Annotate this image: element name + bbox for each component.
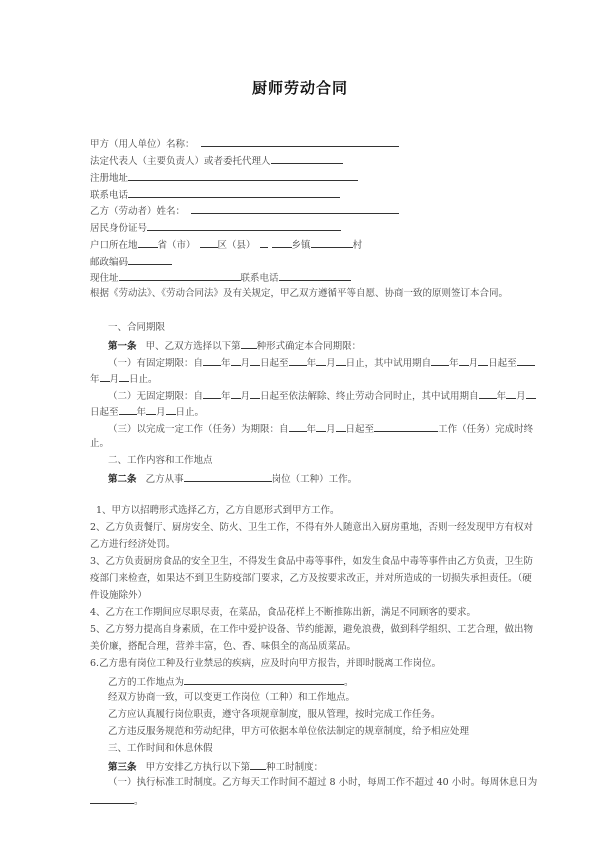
option-text: 工作（任务）完成时终 [438,424,534,435]
field-label: 乡镇 [291,240,311,251]
blank-line [250,389,260,399]
blank-line [517,356,535,366]
duty-item-6: 6.乙方患有岗位工种及行业禁忌的疾病，应及时向甲方报告，并即时脱离工作岗位。 [90,658,442,669]
option-text: 月 [326,358,336,369]
blank-line [138,238,158,248]
option-text: 日起至 [488,358,517,369]
blank-line [231,389,241,399]
article-text: 种形式确定本合同期限： [256,341,362,352]
option-text: 年 [449,358,459,369]
duty-item-3: 3、乙方负责厨房食品的安全卫生，不得发生食品中毒等事件，如发生食品中毒等事件由乙方负责，卫生防 [90,556,534,567]
article-1 [108,339,361,353]
duty-item-3-cont2: 件设施除外） [90,590,148,601]
option-text: 月 [240,358,251,369]
blank-line [271,154,343,164]
workplace-line [108,675,354,689]
blank-line [90,794,134,804]
option-text: 年 [306,358,317,369]
blank-line [191,204,399,214]
duty-clause: 乙方应认真履行岗位职责，遵守各项规章制度，服从管理，按时完成工作任务。 [108,709,441,720]
option-text: （三）以完成一定工作（任务）为期限：自 [108,424,289,435]
blank-line [119,372,129,382]
blank-line [203,356,221,366]
option-text: 年 [136,407,147,418]
field-label: 注册地址 [90,173,129,184]
blank-line [478,356,488,366]
blank-line [146,405,156,415]
option-text: 日起至 [90,407,119,418]
option-text: 月 [468,358,479,369]
violation-clause: 乙方违反服务规范和劳动纪律，甲方可依据本单位依法制定的规章制度，给予相应处理 [108,726,470,737]
blank-line [100,372,110,382]
blank-line [119,405,137,415]
punctuation: 。 [344,677,354,688]
field-label: 甲方（用人单位）名称： [90,139,195,150]
article-text: 甲方安排乙方执行以下第 [145,762,251,773]
duty-item-1: 1、甲方以招聘形式选择乙方，乙方自愿形式到甲方工作。 [96,505,340,516]
article-text: 种工时制度： [266,762,324,773]
field-label: 区（县） [217,240,256,251]
postcode-field [90,255,172,269]
duty-item-5: 5、乙方努力提高自身素质，在工作中爱护设备、节约能源，避免浪费，做到科学组织、工艺合理，做出物 [90,624,534,635]
option-text: 日起至 [345,424,375,435]
blank-line [231,356,241,366]
blank-line [459,356,469,366]
option-text: 年 [221,391,231,402]
option-text: （一）有固定期限：自 [108,358,204,369]
legal-representative-field [90,154,343,168]
preamble: 根据《劳动法》、《劳动合同法》及有关规定，甲乙双方遵循平等自愿、协商一致的原则签订本合同。 [90,288,509,299]
blank-line [336,356,346,366]
option-text: 日起至 [260,358,289,369]
article-label: 第二条 [108,474,137,485]
option-text: 月 [156,407,166,418]
option-text: （二）无固定期限：自 [108,391,204,402]
blank-line [279,271,351,281]
blank-line [260,238,268,248]
option-task-based [108,422,533,436]
standard-hours-option: （一）执行标准工时制度。乙方每天工作时间不超过 8 小时，每周工作不超过 40 小时。每周休息日为 [108,777,538,788]
blank-line [336,422,346,432]
blank-line [147,221,341,231]
option-open-ended [108,389,536,403]
option-text: 日止。 [175,407,205,418]
hukou-field [90,238,362,252]
punctuation: 。 [134,796,144,807]
blank-line [128,255,172,265]
workplace-label: 乙方的工作地点为 [108,677,185,688]
section-1-heading: 一、合同期限 [108,322,166,333]
current-address-field [90,271,351,285]
blank-line [128,171,358,181]
blank-line [272,238,292,248]
option-text: 年 [496,391,507,402]
registered-address-field [90,171,358,185]
blank-line [289,356,307,366]
option-open-ended-cont [90,405,204,419]
blank-line [316,422,326,432]
article-label: 第三条 [108,762,137,773]
option-text: 年 [221,358,231,369]
section-3-heading: 三、工作时间和休息休假 [108,743,213,754]
blank-line [184,472,272,482]
field-label: 户口所在地 [90,240,138,251]
blank-line [250,356,260,366]
option-text: 年 [306,424,317,435]
option-fixed-term [108,356,535,370]
blank-line [374,422,438,432]
blank-line [128,188,340,198]
duty-item-2: 2、乙方负责餐厅、厨房安全、防火、卫生工作，不得有外人随意出入厨房重地，否则一经发现甲方有权对 [90,522,534,533]
option-text: 月 [109,374,120,385]
option-text: 月 [240,391,251,402]
rest-day-line [90,794,144,808]
article-text: 甲、乙双方选择以下第 [145,341,241,352]
blank-line [241,339,257,349]
party-a-phone-field [90,188,340,202]
field-label: 乙方（劳动者）姓名： [90,206,186,217]
blank-line [201,137,399,147]
party-b-name-field [90,204,399,218]
blank-line [506,389,516,399]
blank-line [316,356,326,366]
blank-line [203,389,221,399]
field-label: 联系电话 [240,273,279,284]
field-label: 现住址 [90,273,119,284]
article-text: 乙方从事 [145,474,184,485]
blank-line [289,422,307,432]
change-clause: 经双方协商一致，可以变更工作岗位（工种）和工作地点。 [108,692,356,703]
option-text: 月 [516,391,526,402]
blank-line [431,356,449,366]
duty-item-2-cont: 乙方进行经济处罚。 [90,539,176,550]
blank-line [184,675,344,685]
article-label: 第一条 [108,341,137,352]
option-task-based-cont: 止。 [90,438,110,449]
option-fixed-term-cont [90,372,158,386]
field-label: 村 [352,240,363,251]
article-text: 岗位（工种）工作。 [271,474,358,485]
duty-item-3-cont: 疫部门来检查，如果达不到卫生防疫部门要求，乙方及按要求改正，并对所造成的一切损失承担责任。（硬 [90,573,532,584]
option-text: 日起至依法解除、终止劳动合同时止，其中试用期自 [260,391,479,402]
article-3 [108,760,323,774]
option-text: 月 [326,424,336,435]
party-a-name-field [90,137,399,151]
document-title: 厨师劳动合同 [251,79,348,97]
field-label: 省（市） [157,240,196,251]
field-label: 居民身份证号 [90,223,148,234]
option-text: 日止，其中试用期自 [345,358,432,369]
blank-line [526,389,536,399]
id-number-field [90,221,341,235]
field-label: 联系电话 [90,190,129,201]
field-label: 邮政编码 [90,257,129,268]
blank-line [250,760,266,770]
duty-item-5-cont: 美价廉，搭配合理，营养丰富，色、香、味俱全的高品质菜品。 [90,641,357,652]
blank-line [311,238,353,248]
duty-item-4: 4、乙方在工作期间应尽职尽责，在菜品，食品花样上不断推陈出新，满足不同顾客的要求。 [90,607,477,618]
blank-line [119,271,241,281]
section-2-heading: 二、工作内容和工作地点 [108,455,213,466]
option-text: 年 [90,374,100,385]
article-2 [108,472,357,486]
field-label: 法定代表人（主要负责人）或者委托代理人 [90,156,271,167]
blank-line [200,238,218,248]
option-text: 日止。 [129,374,158,385]
blank-line [166,405,176,415]
blank-line [479,389,497,399]
